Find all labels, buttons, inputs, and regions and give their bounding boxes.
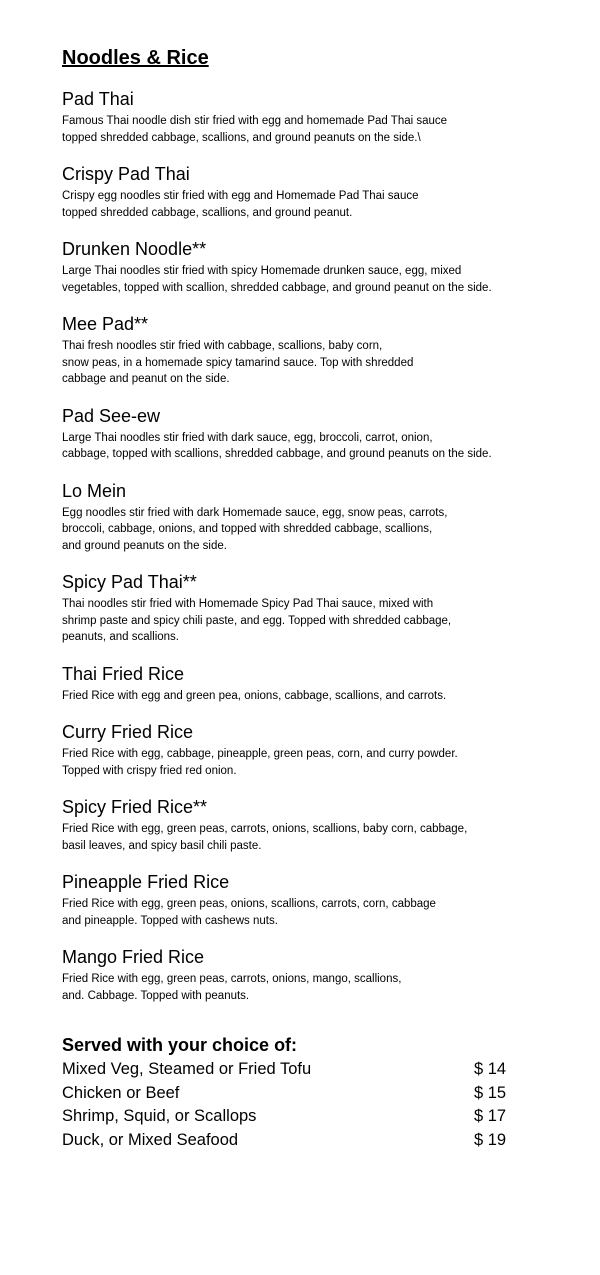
menu-item bbox=[62, 88, 562, 146]
item-description: Fried Rice with egg, green peas, onions, scallions, carrots, corn, cabbage and pineapple. Topped with cashews nuts. bbox=[62, 898, 436, 927]
item-name: Pad See-ew bbox=[62, 405, 161, 426]
menu-item bbox=[62, 405, 562, 463]
price-row bbox=[62, 1082, 508, 1106]
item-description: Crispy egg noodles stir fried with egg and Homemade Pad Thai sauce topped shredded cabbage, scallions, and ground peanut. bbox=[62, 190, 419, 219]
item-description: Large Thai noodles stir fried with dark sauce, egg, broccoli, carrot, onion, cabbage, topped with scallions, shredded cabbage, and ground peanuts on the side. bbox=[62, 431, 492, 460]
menu-item bbox=[62, 313, 562, 388]
item-description: Famous Thai noodle dish stir fried with egg and homemade Pad Thai sauce topped shredded cabbage, scallions, and ground peanuts on the side.\ bbox=[62, 115, 448, 144]
item-description: Thai noodles stir fried with Homemade Spicy Pad Thai sauce, mixed with shrimp paste and spicy chili paste, and egg. Topped with shredded cabbage, peanuts, and scallions. bbox=[62, 598, 452, 643]
option-price: $ 14 bbox=[474, 1060, 507, 1078]
item-name: Spicy Pad Thai** bbox=[62, 572, 197, 592]
item-name: Thai Fried Rice bbox=[62, 663, 185, 684]
item-description: Thai fresh noodles stir fried with cabbage, scallions, baby corn, snow peas, in a homemade spicy tamarind sauce. Top with shredded cabbage and peanut on the side. bbox=[62, 340, 414, 385]
option-label: Mixed Veg, Steamed or Fried Tofu bbox=[62, 1060, 312, 1078]
item-name: Spicy Fried Rice** bbox=[62, 797, 208, 817]
menu-item bbox=[62, 663, 562, 705]
item-name: Crispy Pad Thai bbox=[62, 164, 190, 184]
item-name: Mee Pad** bbox=[62, 314, 149, 334]
option-label: Duck, or Mixed Seafood bbox=[62, 1130, 239, 1149]
option-label: Shrimp, Squid, or Scallops bbox=[62, 1107, 257, 1125]
item-description: Fried Rice with egg, green peas, carrots, onions, scallions, baby corn, cabbage, basil leaves, and spicy basil chili paste. bbox=[62, 823, 468, 852]
menu-page bbox=[62, 45, 562, 1152]
menu-item bbox=[62, 721, 562, 779]
menu-items-list bbox=[62, 88, 562, 1004]
served-with-section bbox=[62, 1034, 562, 1152]
menu-item bbox=[62, 238, 562, 296]
price-row bbox=[62, 1105, 508, 1129]
item-description: Egg noodles stir fried with dark Homemade sauce, egg, snow peas, carrots, broccoli, cabbage, onions, and topped with shredded cabbage, scallions, and ground peanuts on the side. bbox=[62, 506, 448, 552]
item-name: Pineapple Fried Rice bbox=[62, 872, 230, 892]
price-row bbox=[62, 1129, 508, 1153]
menu-item bbox=[62, 163, 562, 221]
option-label: Chicken or Beef bbox=[62, 1083, 180, 1102]
served-with-title: Served with your choice of: bbox=[62, 1035, 298, 1055]
item-name: Curry Fried Rice bbox=[62, 722, 194, 742]
item-name: Lo Mein bbox=[62, 480, 127, 501]
section-title: Noodles & Rice bbox=[62, 47, 209, 69]
item-description: Large Thai noodles stir fried with spicy Homemade drunken sauce, egg, mixed vegetables, topped with scallion, shredded cabbage, and ground peanut on the side. bbox=[62, 265, 492, 294]
menu-item bbox=[62, 571, 562, 646]
menu-item bbox=[62, 946, 562, 1004]
item-name: Drunken Noodle** bbox=[62, 239, 207, 259]
item-name: Mango Fried Rice bbox=[62, 947, 205, 967]
item-description: Fried Rice with egg, green peas, carrots, onions, mango, scallions, and. Cabbage. Topped with peanuts. bbox=[62, 973, 402, 1002]
menu-item bbox=[62, 871, 562, 929]
item-description: Fried Rice with egg, cabbage, pineapple, green peas, corn, and curry powder. Topped with crispy fried red onion. bbox=[62, 748, 458, 777]
price-row bbox=[62, 1058, 508, 1082]
menu-item bbox=[62, 796, 562, 854]
option-price: $ 17 bbox=[474, 1107, 507, 1125]
option-price: $ 19 bbox=[474, 1130, 507, 1149]
menu-item bbox=[62, 480, 562, 555]
item-name: Pad Thai bbox=[62, 89, 134, 109]
option-price: $ 15 bbox=[474, 1083, 507, 1102]
item-description: Fried Rice with egg and green pea, onions, cabbage, scallions, and carrots. bbox=[62, 689, 447, 702]
